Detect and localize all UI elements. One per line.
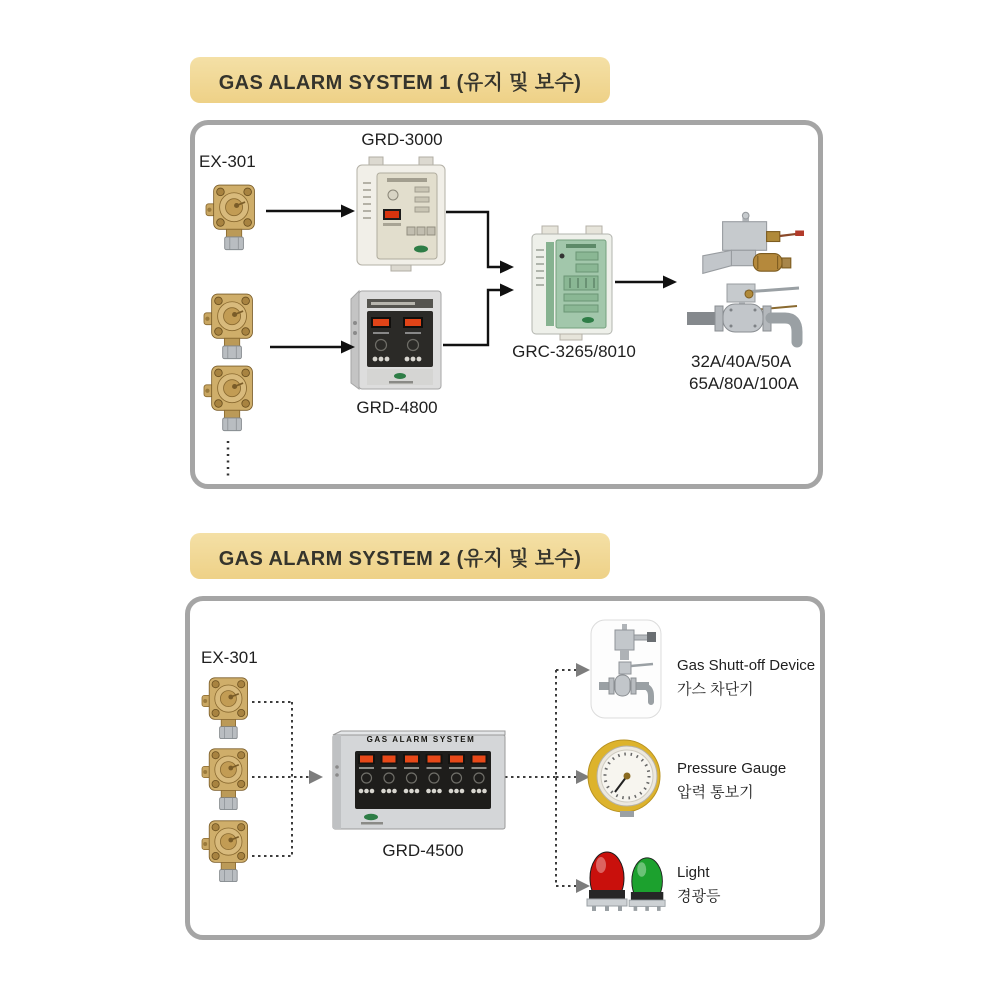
- brand-logo: [582, 317, 594, 323]
- output-gauge-label-ko: 압력 통보기: [677, 784, 754, 801]
- grd4500-face-title: GAS ALARM SYSTEM: [366, 735, 476, 744]
- valve-sizes-line2: 65A/80A/100A: [689, 374, 799, 393]
- system2-banner-title: GAS ALARM SYSTEM 2 (유지 및 보수): [218, 547, 582, 570]
- output-light-label-en: Light: [677, 864, 710, 881]
- brand-logo: [364, 814, 378, 820]
- gas-shutoff-device-image: [591, 620, 661, 718]
- ex301-sensor-image: [202, 821, 248, 882]
- shutoff-valve-large-image: [703, 212, 804, 273]
- ex301-sensor-image: [204, 294, 252, 359]
- output-shutoff-label-ko: 가스 차단기: [677, 681, 754, 698]
- brand-logo: [394, 373, 406, 379]
- grd4500-label: GRD-4500: [382, 841, 464, 860]
- ex301-sensor-image: [206, 185, 254, 250]
- brand-logo: [414, 246, 428, 253]
- system1-banner: [190, 57, 610, 103]
- grd3000-label: GRD-3000: [361, 130, 443, 149]
- grd4500-panel-image: [333, 731, 505, 829]
- grd3000-device-image: [357, 157, 445, 271]
- valve-sizes-line1: 32A/40A/50A: [691, 352, 792, 371]
- system1-sensor-label: EX-301: [199, 152, 256, 171]
- green-beacon-image: [629, 858, 665, 911]
- system2-banner: [190, 533, 610, 579]
- pressure-gauge-image: [588, 740, 660, 817]
- grd4800-label: GRD-4800: [356, 398, 438, 417]
- ex301-sensor-image: [204, 366, 252, 431]
- output-gauge-label-en: Pressure Gauge: [677, 760, 787, 777]
- system2-sensor-label: EX-301: [201, 648, 258, 667]
- ex301-sensor-image: [202, 749, 248, 810]
- grc-label: GRC-3265/8010: [512, 342, 636, 361]
- grc-receiver-device-image: [532, 226, 612, 340]
- ex301-sensor-image: [202, 678, 248, 739]
- output-shutoff-label-en: Gas Shutt-off Device: [677, 657, 816, 674]
- grd4800-device-image: [351, 291, 441, 389]
- ball-valve-pipe-image: [687, 284, 799, 342]
- red-beacon-image: [587, 852, 627, 911]
- system1-banner-title: GAS ALARM SYSTEM 1 (유지 및 보수): [218, 71, 582, 94]
- output-light-label-ko: 경광등: [677, 888, 721, 905]
